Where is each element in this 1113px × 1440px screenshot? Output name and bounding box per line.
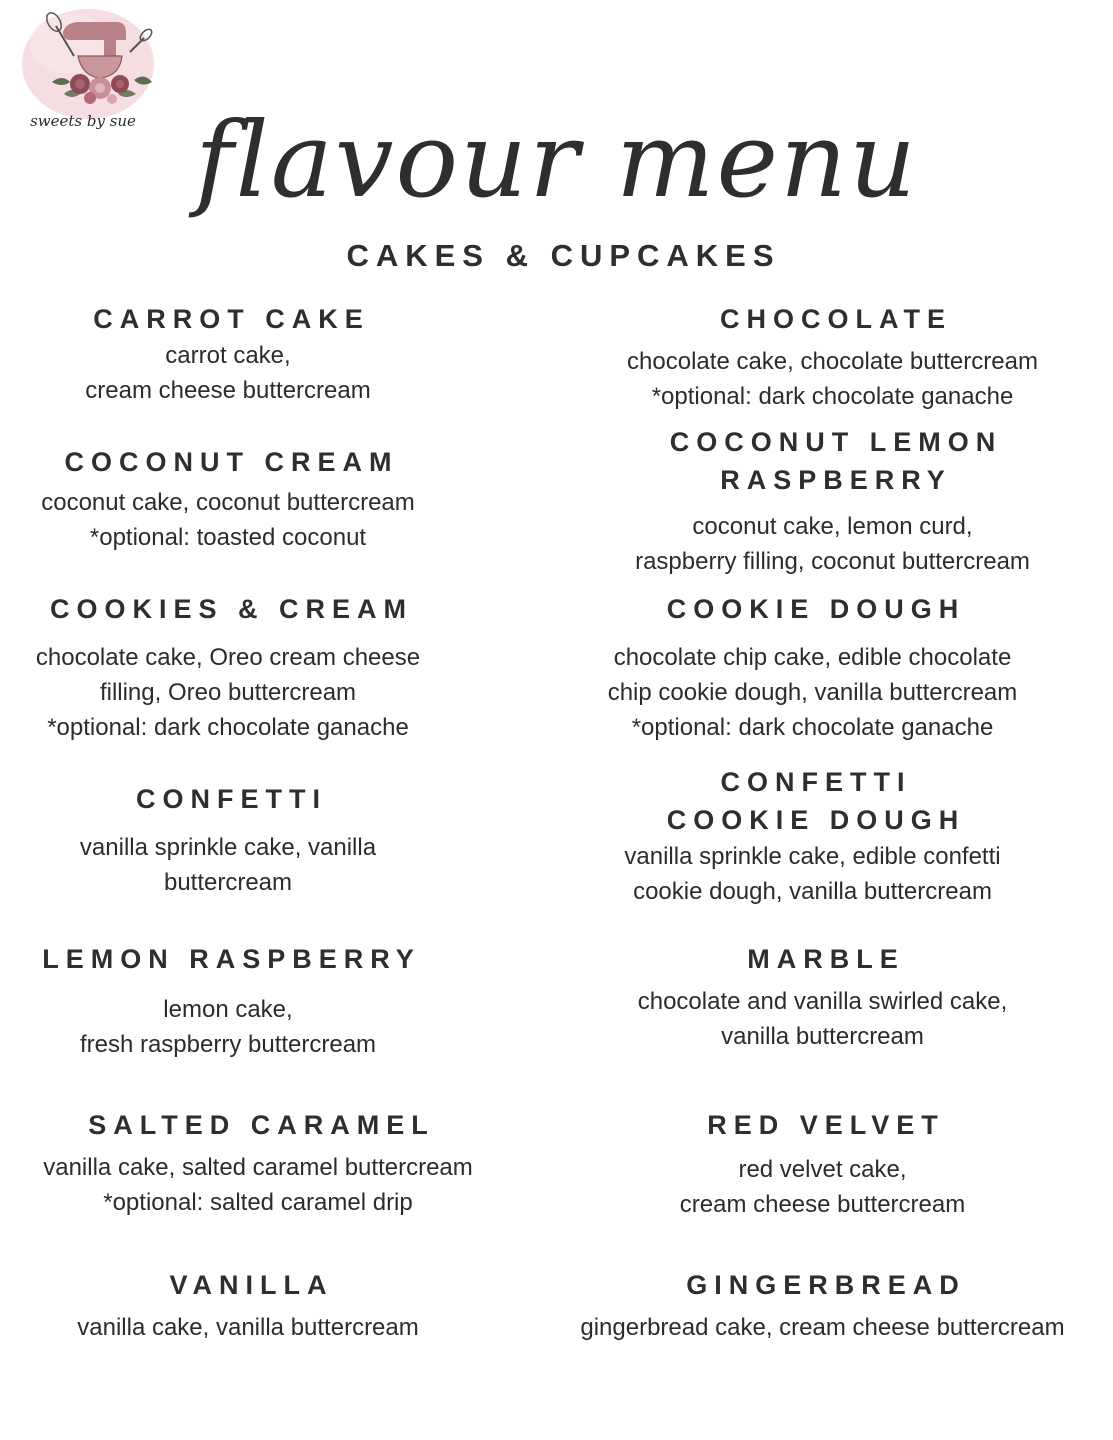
flavour-item bbox=[18, 590, 438, 745]
menu-subtitle: CAKES & CUPCAKES bbox=[346, 238, 781, 273]
mixer-logo-icon bbox=[18, 4, 168, 124]
flavour-item bbox=[18, 940, 438, 1062]
flavour-description: coconut cake, lemon curd, raspberry filling, coconut buttercream bbox=[635, 513, 1030, 575]
flavour-name: LEMON RASPBERRY bbox=[42, 944, 421, 974]
flavour-name: COOKIE DOUGH bbox=[666, 594, 966, 624]
flavour-item bbox=[560, 1266, 1085, 1345]
flavour-name: SALTED CARAMEL bbox=[88, 1110, 435, 1140]
flavour-item bbox=[18, 780, 438, 900]
flavour-item bbox=[580, 423, 1085, 579]
flavour-item bbox=[570, 940, 1075, 1054]
flavour-name: CONFETTI COOKIE DOUGH bbox=[666, 767, 966, 835]
flavour-description: lemon cake, fresh raspberry buttercream bbox=[79, 996, 377, 1058]
flavour-description: coconut cake, coconut buttercream *optional: toasted coconut bbox=[41, 489, 415, 551]
flavour-item bbox=[18, 1266, 478, 1345]
flavour-name: CHOCOLATE bbox=[720, 304, 952, 334]
flavour-name: COCONUT CREAM bbox=[64, 447, 399, 477]
flavour-name: CONFETTI bbox=[136, 784, 327, 814]
flavour-name: CARROT CAKE bbox=[93, 304, 370, 334]
flavour-description: red velvet cake, cream cheese buttercream bbox=[679, 1156, 966, 1218]
flavour-description: gingerbread cake, cream cheese buttercream bbox=[580, 1314, 1065, 1341]
flavour-item bbox=[560, 590, 1065, 745]
flavour-description: carrot cake, cream cheese buttercream bbox=[85, 342, 371, 404]
flavour-name: COCONUT LEMON RASPBERRY bbox=[669, 427, 1003, 495]
flavour-item bbox=[570, 1106, 1075, 1222]
flavour-description: vanilla cake, vanilla buttercream bbox=[77, 1314, 419, 1341]
flavour-item bbox=[18, 1106, 498, 1220]
flavour-name: GINGERBREAD bbox=[686, 1270, 966, 1300]
flavour-description: chocolate cake, chocolate buttercream *optional: dark chocolate ganache bbox=[627, 348, 1038, 410]
flavour-item bbox=[580, 300, 1085, 414]
flavour-description: chocolate and vanilla swirled cake, vanilla buttercream bbox=[637, 988, 1008, 1050]
flavour-name: MARBLE bbox=[747, 944, 905, 974]
flavour-item bbox=[18, 300, 438, 408]
brand-name: sweets by sue bbox=[30, 112, 136, 130]
flavour-name: RED VELVET bbox=[707, 1110, 945, 1140]
flavour-description: vanilla cake, salted caramel buttercream *optional: salted caramel drip bbox=[43, 1154, 473, 1216]
flavour-item bbox=[560, 763, 1065, 909]
flavour-description: vanilla sprinkle cake, vanilla buttercream bbox=[79, 834, 377, 896]
flavour-name: COOKIES & CREAM bbox=[49, 594, 414, 624]
flavour-description: chocolate cake, Oreo cream cheese filling, Oreo buttercream *optional: dark chocolate ganache bbox=[35, 644, 421, 741]
flavour-description: chocolate chip cake, edible chocolate chip cookie dough, vanilla buttercream *optional: dark chocolate ganache bbox=[607, 644, 1018, 741]
flavour-item bbox=[18, 443, 438, 555]
flavour-description: vanilla sprinkle cake, edible confetti cookie dough, vanilla buttercream bbox=[624, 843, 1001, 905]
flavour-name: VANILLA bbox=[169, 1270, 334, 1300]
menu-title: flavour menu bbox=[194, 99, 918, 221]
